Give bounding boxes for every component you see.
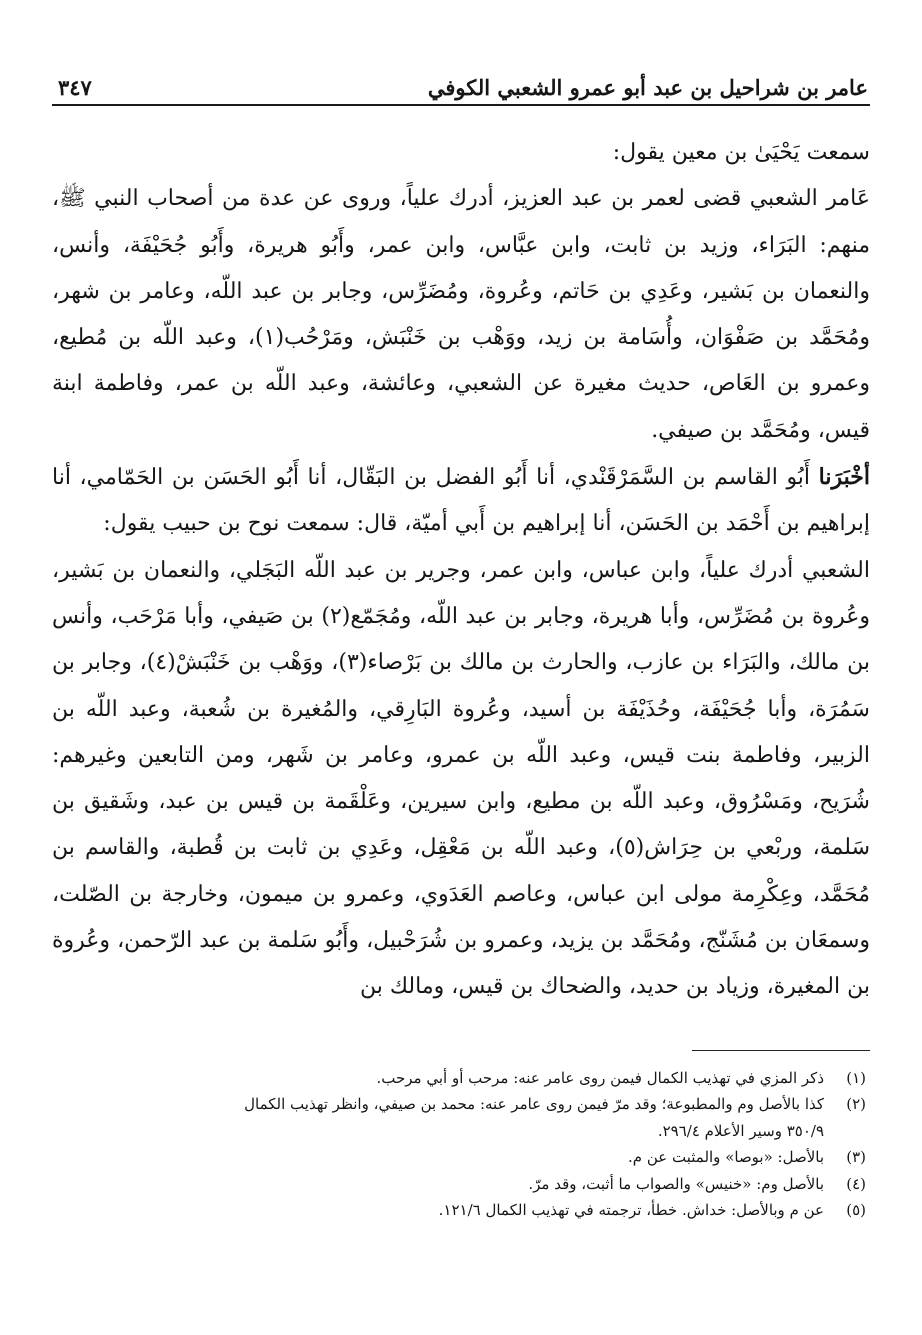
paragraph-text: الشعبي أدرك علياً، وابن عباس، وابن عمر، وجرير بن عبد اللّه البَجَلي، والنعمان بن بَشير، وعُروة بن مُضَرِّس، وأبا هريرة، وجابر بن عبد اللّه، ومُجَمّع(٢) بن صَيفي، وأبا مَرْحَب، وأنس بن مالك، والبَرَاء بن عازب، والحارث بن مالك بن بَرْصاء(٣)، ووَهْب بن خَنْبَشْ(٤)، وجابر بن سَمُرَة، وأبا جُحَيْفَة، وحُذَيْفَة بن أسيد، وعُروة البَارِقي، والمُغيرة بن شُعبة، وعبد اللّه بن الزبير، وفاطمة بنت قيس، وعبد اللّه بن عمرو، وعامر بن شَهر، ومن التابعين وغيرهم: شُرَيح، ومَسْرُوق، وعبد اللّه بن مطيع، وابن سيرين، وعَلْقَمة بن قيس بن عبد، وشَقيق بن سَلمة، وربْعي بن حِرَاش(٥)، وعبد اللّه بن مَعْقِل، وعَدِي بن ثابت بن قُطبة، والقاسم بن مُحَمَّد، وعِكْرِمة مولى ابن عباس، وعاصم العَدَوي، وعمرو بن ميمون، وخارجة بن الصّلت، وسمعَان بن مُشَنّج، ومُحَمَّد بن يزيد، وعمرو بن شُرَحْبيل، وأَبُو سَلمة بن عبد الرّحمن، وعُروة بن المغيرة، وزياد بن حديد، والضحاك بن قيس، ومالك بن [52, 557, 871, 1000]
footnote-line: ذكر المزي في تهذيب الكمال فيمن روى عامر عنه: مرحب أو أبي مرحب. [376, 1068, 824, 1087]
footnotes [52, 1065, 870, 1224]
footnote [52, 1171, 866, 1198]
footnote [52, 1197, 866, 1224]
running-header-title: عامر بن شراحيل بن عبد أبو عمرو الشعبي الكوفي [427, 74, 868, 100]
footnote-line: بالأصل: «بوصا» والمثبت عن م. [628, 1148, 824, 1167]
paragraph [52, 130, 870, 176]
footnote-line: كذا بالأصل وم والمطبوعة؛ وقد مرّ فيمن روى عامر عنه: محمد بن صيفي، وانظر تهذيب الكمال [244, 1095, 824, 1114]
main-text [52, 130, 870, 1011]
paragraph [52, 176, 870, 454]
paragraph [52, 548, 870, 1011]
paragraph-text: عَامر الشعبي قضى لعمر بن عبد العزيز، أدرك علياً، وروى عن عدة من أصحاب النبي ﷺ، منهم: البَرَاء، وزيد بن ثابت، وابن عبَّاس، وابن عمر، وأَبُو هريرة، وأَبُو جُحَيْفَة، وأنس، والنعمان بن بَشير، وعَدِي بن حَاتم، وعُروة، ومُضَرِّس، وجابر بن عبد اللّه، وعامر بن شهر، ومُحَمَّد بن صَفْوَان، وأُسَامة بن زيد، ووَهْب بن خَنْبَش، ومَرْحُب(١)، وعبد اللّه بن مُطيع، وعمرو بن العَاص، حديث مغيرة عن الشعبي، وعائشة، وعبد اللّه بن عمر، وفاطمة ابنة قيس، ومُحَمَّد بن صيفي. [52, 186, 870, 443]
footnote-text [52, 1171, 824, 1198]
footnote [52, 1144, 866, 1171]
footnote-number: (٤) [846, 1174, 866, 1193]
paragraph-text: سمعت يَحْيَىٰ بن معين يقول: [612, 140, 870, 165]
paragraph-heading: أخْبَرَنا [818, 464, 870, 491]
paragraph-text: أَبُو القاسم بن السَّمَرْقَنْدي، أنا أَبُو الفضل بن البَقّال، أنا أَبُو الحَسَن بن الحَمّامي، أنا إبراهيم بن أَحْمَد بن الحَسَن، أنا إبراهيم بن أَبي أميّة، قال: سمعت نوح بن حبيب يقول: [52, 465, 870, 537]
footnote [52, 1091, 866, 1144]
footnote-separator [692, 1050, 870, 1051]
footnote-number: (١) [846, 1068, 866, 1087]
footnote-line: ٣٥٠/٩ وسير الأعلام ٢٩٦/٤. [657, 1121, 824, 1140]
footnote-text [52, 1091, 824, 1144]
running-header [52, 62, 870, 106]
footnote [52, 1065, 866, 1092]
page-number: ٣٤٧ [58, 74, 92, 100]
footnote-text [52, 1197, 824, 1224]
paragraph [52, 454, 870, 548]
footnote-number: (٣) [846, 1148, 866, 1167]
footnote-text [52, 1065, 824, 1092]
footnote-line: عن م وبالأصل: خداش. خطأ، ترجمته في تهذيب الكمال ١٢١/٦. [438, 1201, 824, 1220]
footnote-number: (٥) [846, 1201, 866, 1220]
footnote-line: بالأصل وم: «خنيس» والصواب ما أثبت، وقد مرّ. [528, 1174, 824, 1193]
footnote-number: (٢) [846, 1095, 866, 1114]
footnote-text [52, 1144, 824, 1171]
